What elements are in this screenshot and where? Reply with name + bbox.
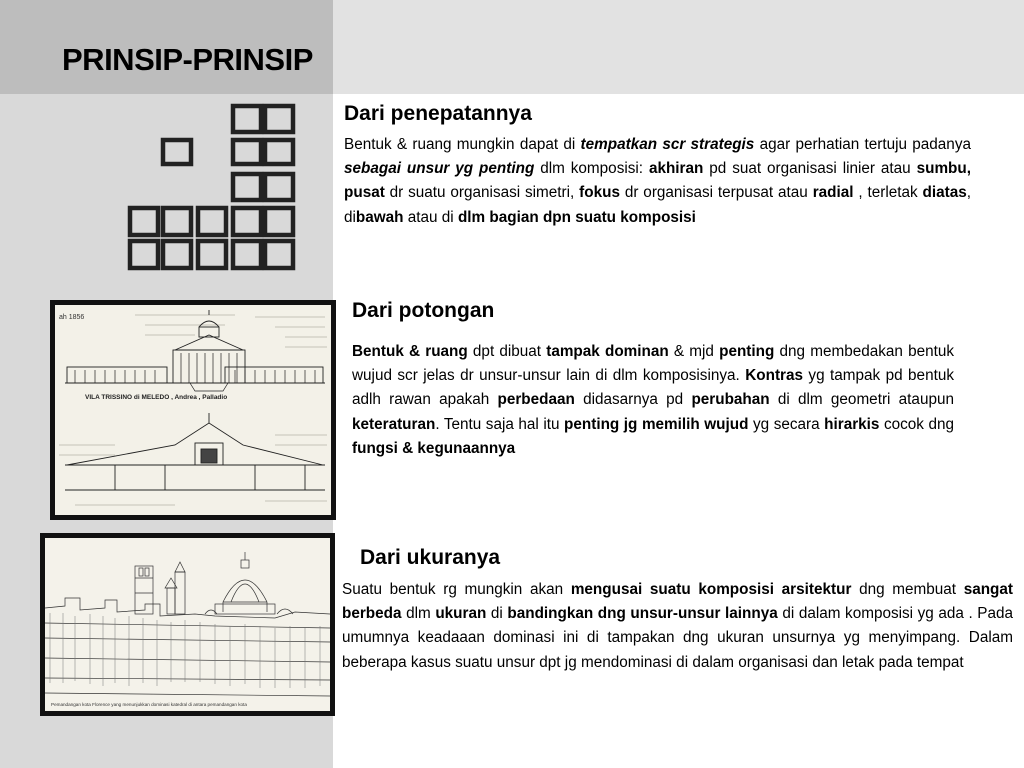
grid-square bbox=[198, 208, 226, 235]
text-run: dpt dibuat bbox=[467, 343, 547, 360]
text-run: akhiran bbox=[648, 160, 704, 178]
text-run: penting jg memilih wujud bbox=[564, 415, 749, 433]
text-run: bawah bbox=[355, 208, 404, 226]
text-run: yg tampak pd bentuk adlh rawan apakah bbox=[352, 367, 954, 409]
text-run: agar perhatian tertuju padanya bbox=[754, 136, 971, 153]
text-run: dlm komposisi: bbox=[534, 160, 649, 178]
text-run: di dlm geometri ataupun bbox=[769, 391, 954, 409]
text-run: fungsi & kegunaannya bbox=[352, 439, 516, 457]
text-run: mengusai suatu komposisi arsitektur bbox=[570, 581, 852, 598]
grid-square bbox=[163, 208, 191, 235]
text-run: di dalam komposisi yg ada . Pada umumnya keadaaan dominasi ini di tampakan dng ukuran unsurnya yg menyimpang. Dalam beberapa kasus suatu unsur dpt jg mendominasi di dalam organisasi dan letak pada tempat bbox=[342, 605, 1014, 671]
text-run: perbedaan bbox=[497, 391, 575, 409]
text-run: & mjd bbox=[668, 343, 720, 360]
text-run: sumbu, pusat bbox=[344, 160, 971, 202]
text-run: Bentuk & ruang mungkin dapat di bbox=[344, 136, 581, 153]
grid-square bbox=[265, 106, 293, 132]
text-run: di bbox=[486, 605, 508, 623]
grid-square bbox=[198, 241, 226, 268]
text-run: Suatu bentuk rg mungkin akan bbox=[342, 581, 571, 598]
text-run: pd suat organisasi linier atau bbox=[703, 160, 917, 178]
text-run: Bentuk & ruang bbox=[352, 343, 468, 360]
text-run: penting bbox=[719, 343, 775, 360]
text-run: , terletak bbox=[853, 184, 923, 202]
grid-square bbox=[163, 140, 191, 164]
text-run: dlm bbox=[401, 605, 436, 623]
villa-trissino-drawing bbox=[50, 300, 336, 520]
section-heading-size: Dari ukuranya bbox=[360, 546, 501, 569]
section-text-contrast bbox=[352, 340, 954, 461]
text-run: diatas bbox=[922, 184, 967, 202]
text-run: keteraturan bbox=[352, 415, 436, 433]
text-run: hirarkis bbox=[824, 415, 880, 433]
placement-grid-diagram bbox=[126, 100, 301, 275]
text-run: Kontras bbox=[745, 367, 803, 385]
grid-square bbox=[233, 241, 261, 268]
drawing-caption: VILA TRISSINO di MELEDO , Andrea , Palladio bbox=[85, 394, 228, 401]
text-run: fokus bbox=[579, 184, 620, 202]
header-band-right bbox=[333, 0, 1024, 94]
section-heading-placement: Dari penepatannya bbox=[344, 102, 532, 125]
text-run: bandingkan dng unsur-unsur lainnya bbox=[507, 605, 778, 623]
florence-skyline-drawing bbox=[45, 538, 330, 711]
sketch-caption: Pemandangan kota Florence yang menunjukkan dominasi katedral di antara pemandangan kota bbox=[51, 702, 247, 707]
section-heading-contrast: Dari potongan bbox=[352, 299, 495, 322]
drawing-year-label: ah 1856 bbox=[59, 314, 85, 321]
text-run: tampak dominan bbox=[546, 343, 669, 360]
grid-square bbox=[265, 208, 293, 235]
text-run: sebagai unsur yg penting bbox=[344, 160, 535, 178]
text-run: dlm bagian dpn suatu komposisi bbox=[457, 208, 696, 226]
florence-cathedral-sketch bbox=[40, 533, 335, 716]
grid-square bbox=[233, 106, 261, 132]
text-run: , di bbox=[344, 184, 971, 226]
grid-square bbox=[233, 140, 261, 164]
text-run: tempatkan scr strategis bbox=[580, 136, 755, 153]
text-run: sangat berbeda bbox=[342, 581, 1013, 623]
text-run: radial bbox=[812, 184, 854, 202]
grid-square bbox=[233, 208, 261, 235]
villa-elevation-sketch bbox=[55, 305, 331, 515]
text-run: dng membedakan bentuk wujud scr jelas dr unsur-unsur lain di dlm komposisinya. bbox=[352, 343, 955, 385]
grid-square bbox=[130, 208, 158, 235]
section-text-placement bbox=[344, 133, 971, 230]
grid-square bbox=[265, 241, 293, 268]
text-run: dng membuat bbox=[851, 581, 964, 598]
text-run: didasarnya pd bbox=[574, 391, 692, 409]
grid-square bbox=[130, 241, 158, 268]
text-run: dr organisasi terpusat atau bbox=[619, 184, 813, 202]
page-title: PRINSIP-PRINSIP bbox=[62, 42, 313, 77]
text-run: . Tentu saja hal itu bbox=[435, 415, 565, 433]
text-run: yg secara bbox=[748, 415, 825, 433]
grid-square bbox=[163, 241, 191, 268]
section-text-size bbox=[342, 578, 1013, 675]
text-run: dr suatu organisasi simetri, bbox=[384, 184, 580, 202]
text-run: perubahan bbox=[691, 391, 770, 409]
text-run: cocok dng bbox=[879, 415, 954, 433]
text-run: ukuran bbox=[435, 605, 487, 623]
grid-square bbox=[233, 174, 261, 200]
text-run: atau di bbox=[403, 208, 458, 226]
grid-square bbox=[265, 140, 293, 164]
grid-square bbox=[265, 174, 293, 200]
